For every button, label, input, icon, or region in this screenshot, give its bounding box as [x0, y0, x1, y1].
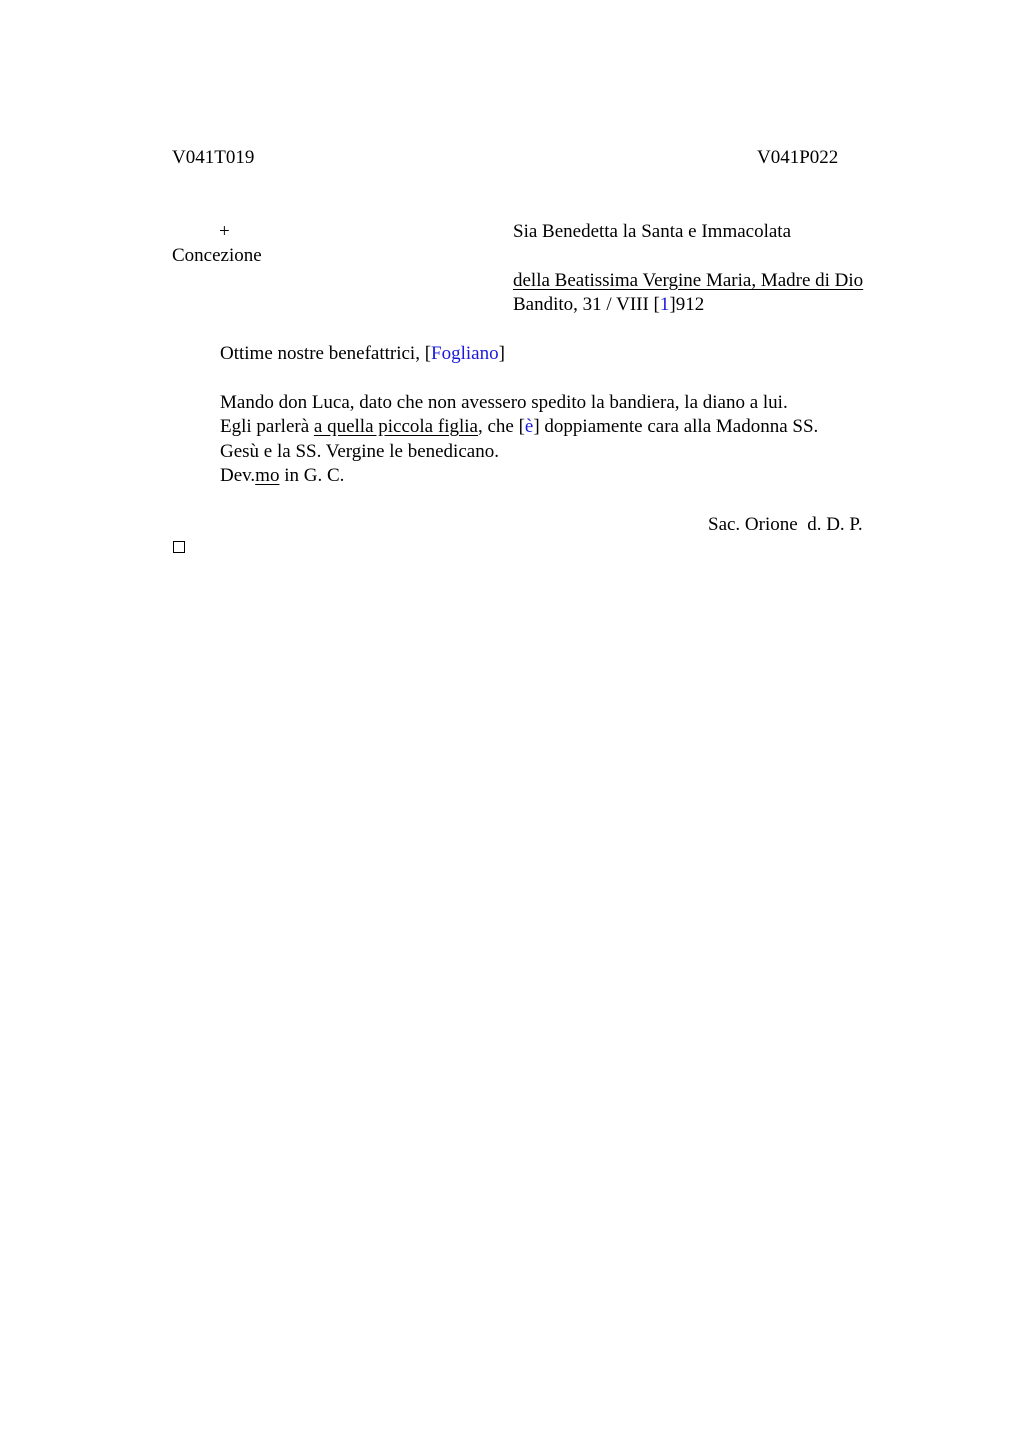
- body-line-4-end: in G. C.: [279, 465, 345, 486]
- place-date-suffix: ]912: [669, 294, 705, 315]
- body-line-2-start: Egli parlerà: [220, 416, 314, 437]
- document-code-right: V041P022: [757, 147, 839, 168]
- body-line-2-editorial-insert: è: [524, 416, 534, 437]
- salutation-editorial-insert: Fogliano: [431, 343, 499, 364]
- invocation-line-1: Sia Benedetta la Santa e Immacolata: [513, 221, 792, 242]
- place-date: [513, 293, 704, 317]
- body-line-1: Mando don Luca, dato che non avessero spedito la bandiera, la diano a lui.: [220, 392, 788, 413]
- salutation: [220, 342, 505, 366]
- place-date-prefix: Bandito, 31 / VIII [: [513, 294, 660, 315]
- place-date-editorial-insert: 1: [659, 294, 670, 315]
- end-marker-square: [173, 541, 185, 553]
- invocation-line-2: della Beatissima Vergine Maria, Madre di Dio: [513, 270, 864, 291]
- body-line-4: [220, 464, 344, 488]
- body-line-3: Gesù e la SS. Vergine le benedicano.: [220, 441, 499, 462]
- body-line-2: [220, 415, 818, 439]
- body-line-2-middle: , che [: [477, 416, 525, 437]
- cross-symbol: +: [219, 221, 230, 242]
- body-line-2-underlined: a quella piccola figlia: [313, 416, 478, 437]
- body-line-4-start: Dev.: [220, 465, 256, 486]
- body-line-2-end: ] doppiamente cara alla Madonna SS.: [533, 416, 819, 437]
- salutation-text: Ottime nostre benefattrici, [: [220, 343, 432, 364]
- salutation-close: ]: [498, 343, 505, 364]
- body-line-4-underlined: mo: [255, 465, 280, 486]
- document-code-left: V041T019: [172, 147, 255, 168]
- invocation-line-1-continued: Concezione: [172, 245, 262, 266]
- signature: Sac. Orione d. D. P.: [708, 514, 863, 535]
